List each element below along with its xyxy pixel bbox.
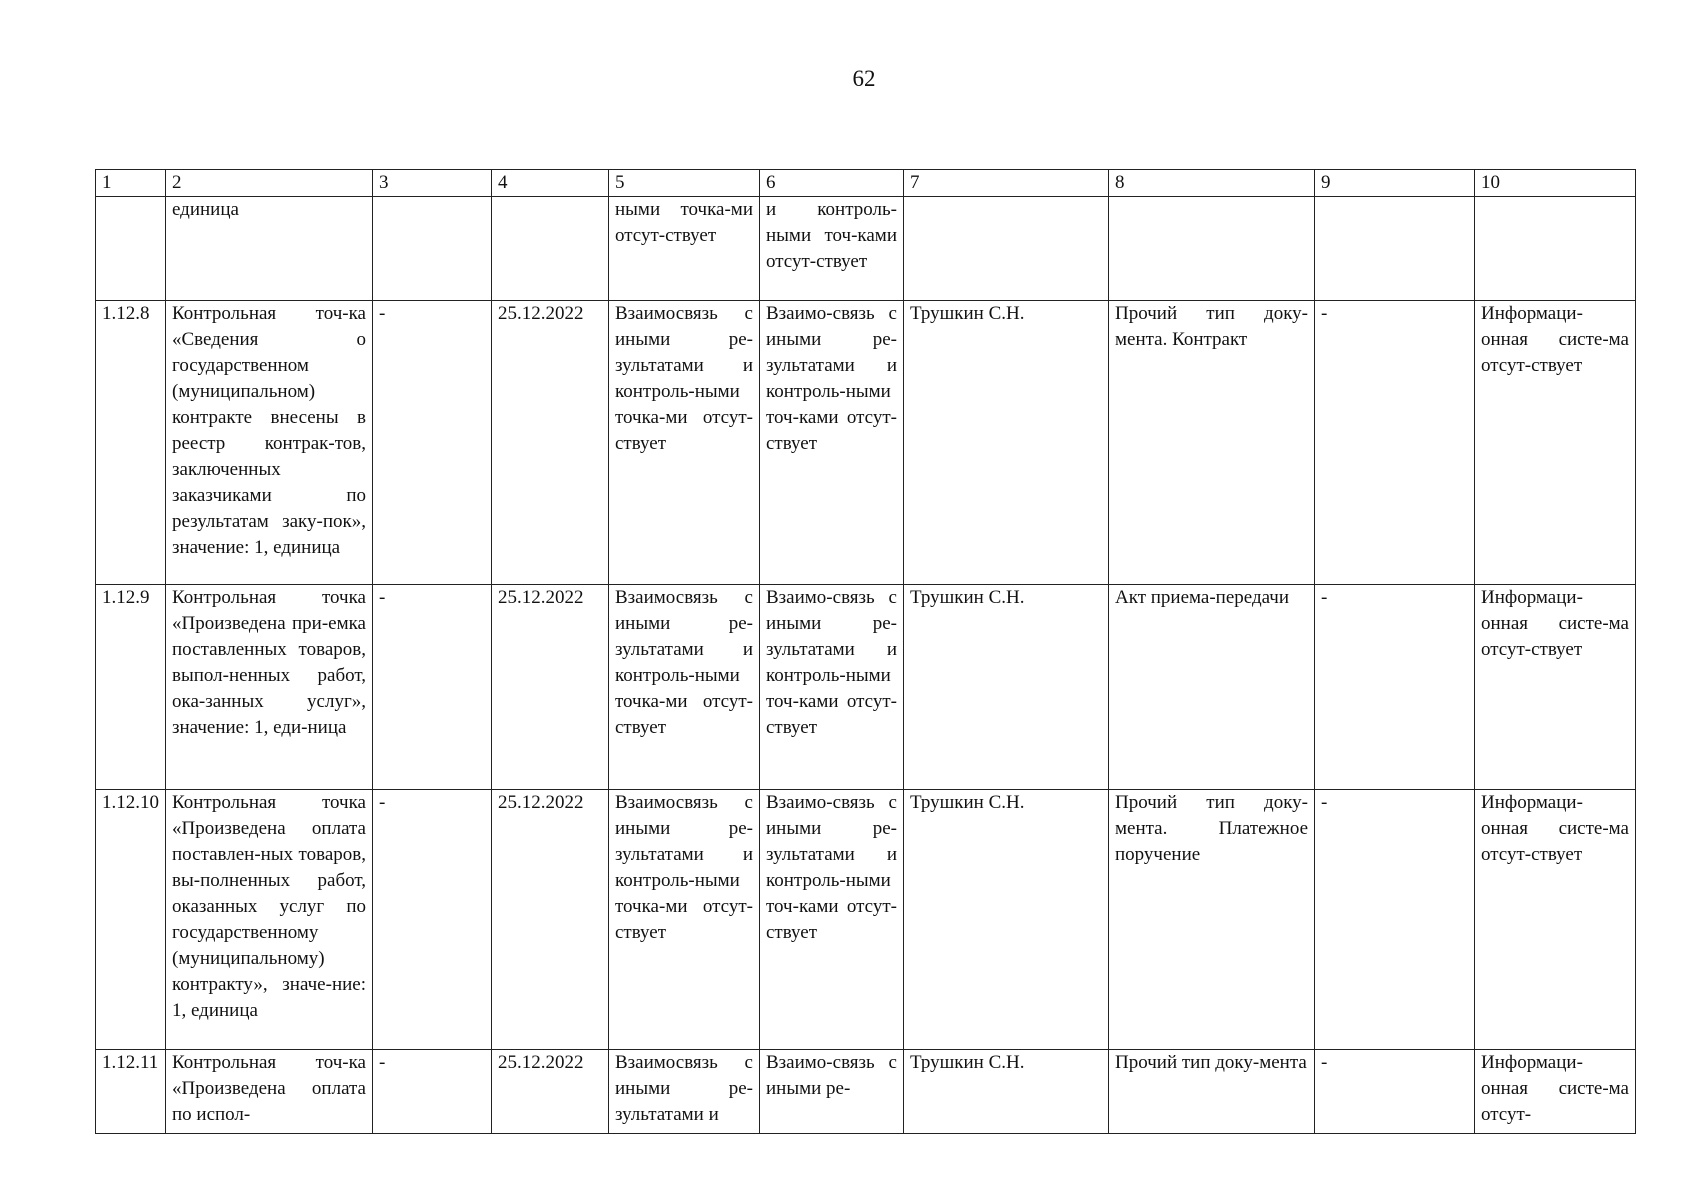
table-header-row <box>96 170 1636 197</box>
row-number <box>96 197 166 301</box>
header-cell: 7 <box>904 170 1109 197</box>
cell-info-system: Информаци-онная систе-ма отсут- <box>1475 1050 1636 1134</box>
control-point-name: Контрольная точка «Произведена оплата поставлен-ных товаров, вы-полненных работ, оказанных услуг по государственному (муниципальному) контракту», значе-ние: 1, единица <box>166 790 373 1050</box>
cell-date: 25.12.2022 <box>492 1050 609 1134</box>
cell-responsible: Трушкин С.Н. <box>904 585 1109 790</box>
header-cell: 3 <box>373 170 492 197</box>
header-cell: 5 <box>609 170 760 197</box>
cell-col6: и контроль-ными точ-ками отсут-ствует <box>760 197 904 301</box>
row-number: 1.12.9 <box>96 585 166 790</box>
cell-col9: - <box>1315 790 1475 1050</box>
row-number: 1.12.11 <box>96 1050 166 1134</box>
header-cell: 1 <box>96 170 166 197</box>
header-cell: 8 <box>1109 170 1315 197</box>
cell-date: 25.12.2022 <box>492 585 609 790</box>
cell-col3: - <box>373 301 492 585</box>
cell-col6: Взаимо-связь с иными ре- <box>760 1050 904 1134</box>
cell-col3: - <box>373 790 492 1050</box>
cell-responsible: Трушкин С.Н. <box>904 1050 1109 1134</box>
row-number: 1.12.10 <box>96 790 166 1050</box>
table-row <box>96 585 1636 790</box>
header-cell: 10 <box>1475 170 1636 197</box>
cell-responsible <box>904 197 1109 301</box>
cell-responsible: Трушкин С.Н. <box>904 301 1109 585</box>
cell-info-system: Информаци-онная систе-ма отсут-ствует <box>1475 301 1636 585</box>
table-row <box>96 1050 1636 1134</box>
cell-document-type <box>1109 197 1315 301</box>
row-number: 1.12.8 <box>96 301 166 585</box>
table-row <box>96 790 1636 1050</box>
cell-col6: Взаимо-связь с иными ре-зультатами и контроль-ными точ-ками отсут-ствует <box>760 585 904 790</box>
cell-col5: Взаимосвязь с иными ре-зультатами и контроль-ными точка-ми отсут-ствует <box>609 585 760 790</box>
cell-col5: Взаимосвязь с иными ре-зультатами и <box>609 1050 760 1134</box>
table-row <box>96 301 1636 585</box>
cell-info-system <box>1475 197 1636 301</box>
cell-date <box>492 197 609 301</box>
cell-col6: Взаимо-связь с иными ре-зультатами и контроль-ными точ-ками отсут-ствует <box>760 790 904 1050</box>
table-row <box>96 197 1636 301</box>
header-cell: 9 <box>1315 170 1475 197</box>
cell-col9 <box>1315 197 1475 301</box>
cell-col6: Взаимо-связь с иными ре-зультатами и контроль-ными точ-ками отсут-ствует <box>760 301 904 585</box>
cell-col5: Взаимосвязь с иными ре-зультатами и контроль-ными точка-ми отсут-ствует <box>609 301 760 585</box>
cell-col3 <box>373 197 492 301</box>
cell-col5: Взаимосвязь с иными ре-зультатами и контроль-ными точка-ми отсут-ствует <box>609 790 760 1050</box>
header-cell: 6 <box>760 170 904 197</box>
cell-col9: - <box>1315 1050 1475 1134</box>
cell-col9: - <box>1315 585 1475 790</box>
cell-col3: - <box>373 585 492 790</box>
cell-document-type: Прочий тип доку-мента. Контракт <box>1109 301 1315 585</box>
control-point-name: Контрольная точка «Произведена при-емка поставленных товаров, выпол-ненных работ, ока-занных услуг», значение: 1, еди-ница <box>166 585 373 790</box>
page-number: 62 <box>852 66 876 91</box>
header-cell: 4 <box>492 170 609 197</box>
cell-responsible: Трушкин С.Н. <box>904 790 1109 1050</box>
cell-info-system: Информаци-онная систе-ма отсут-ствует <box>1475 585 1636 790</box>
cell-col3: - <box>373 1050 492 1134</box>
header-cell: 2 <box>166 170 373 197</box>
control-points-table <box>95 169 1636 1134</box>
cell-col5: ными точка-ми отсут-ствует <box>609 197 760 301</box>
cell-document-type: Акт приема-передачи <box>1109 585 1315 790</box>
control-point-name: Контрольная точ-ка «Сведения о государственном (муниципальном) контракте внесены в реестр контрак-тов, заключенных заказчиками по результатам заку-пок», значение: 1, единица <box>166 301 373 585</box>
cell-date: 25.12.2022 <box>492 790 609 1050</box>
control-point-name: Контрольная точ-ка «Произведена оплата по испол- <box>166 1050 373 1134</box>
cell-info-system: Информаци-онная систе-ма отсут-ствует <box>1475 790 1636 1050</box>
cell-col9: - <box>1315 301 1475 585</box>
cell-date: 25.12.2022 <box>492 301 609 585</box>
cell-document-type: Прочий тип доку-мента <box>1109 1050 1315 1134</box>
control-point-name: единица <box>166 197 373 301</box>
cell-document-type: Прочий тип доку-мента. Платежное поручение <box>1109 790 1315 1050</box>
